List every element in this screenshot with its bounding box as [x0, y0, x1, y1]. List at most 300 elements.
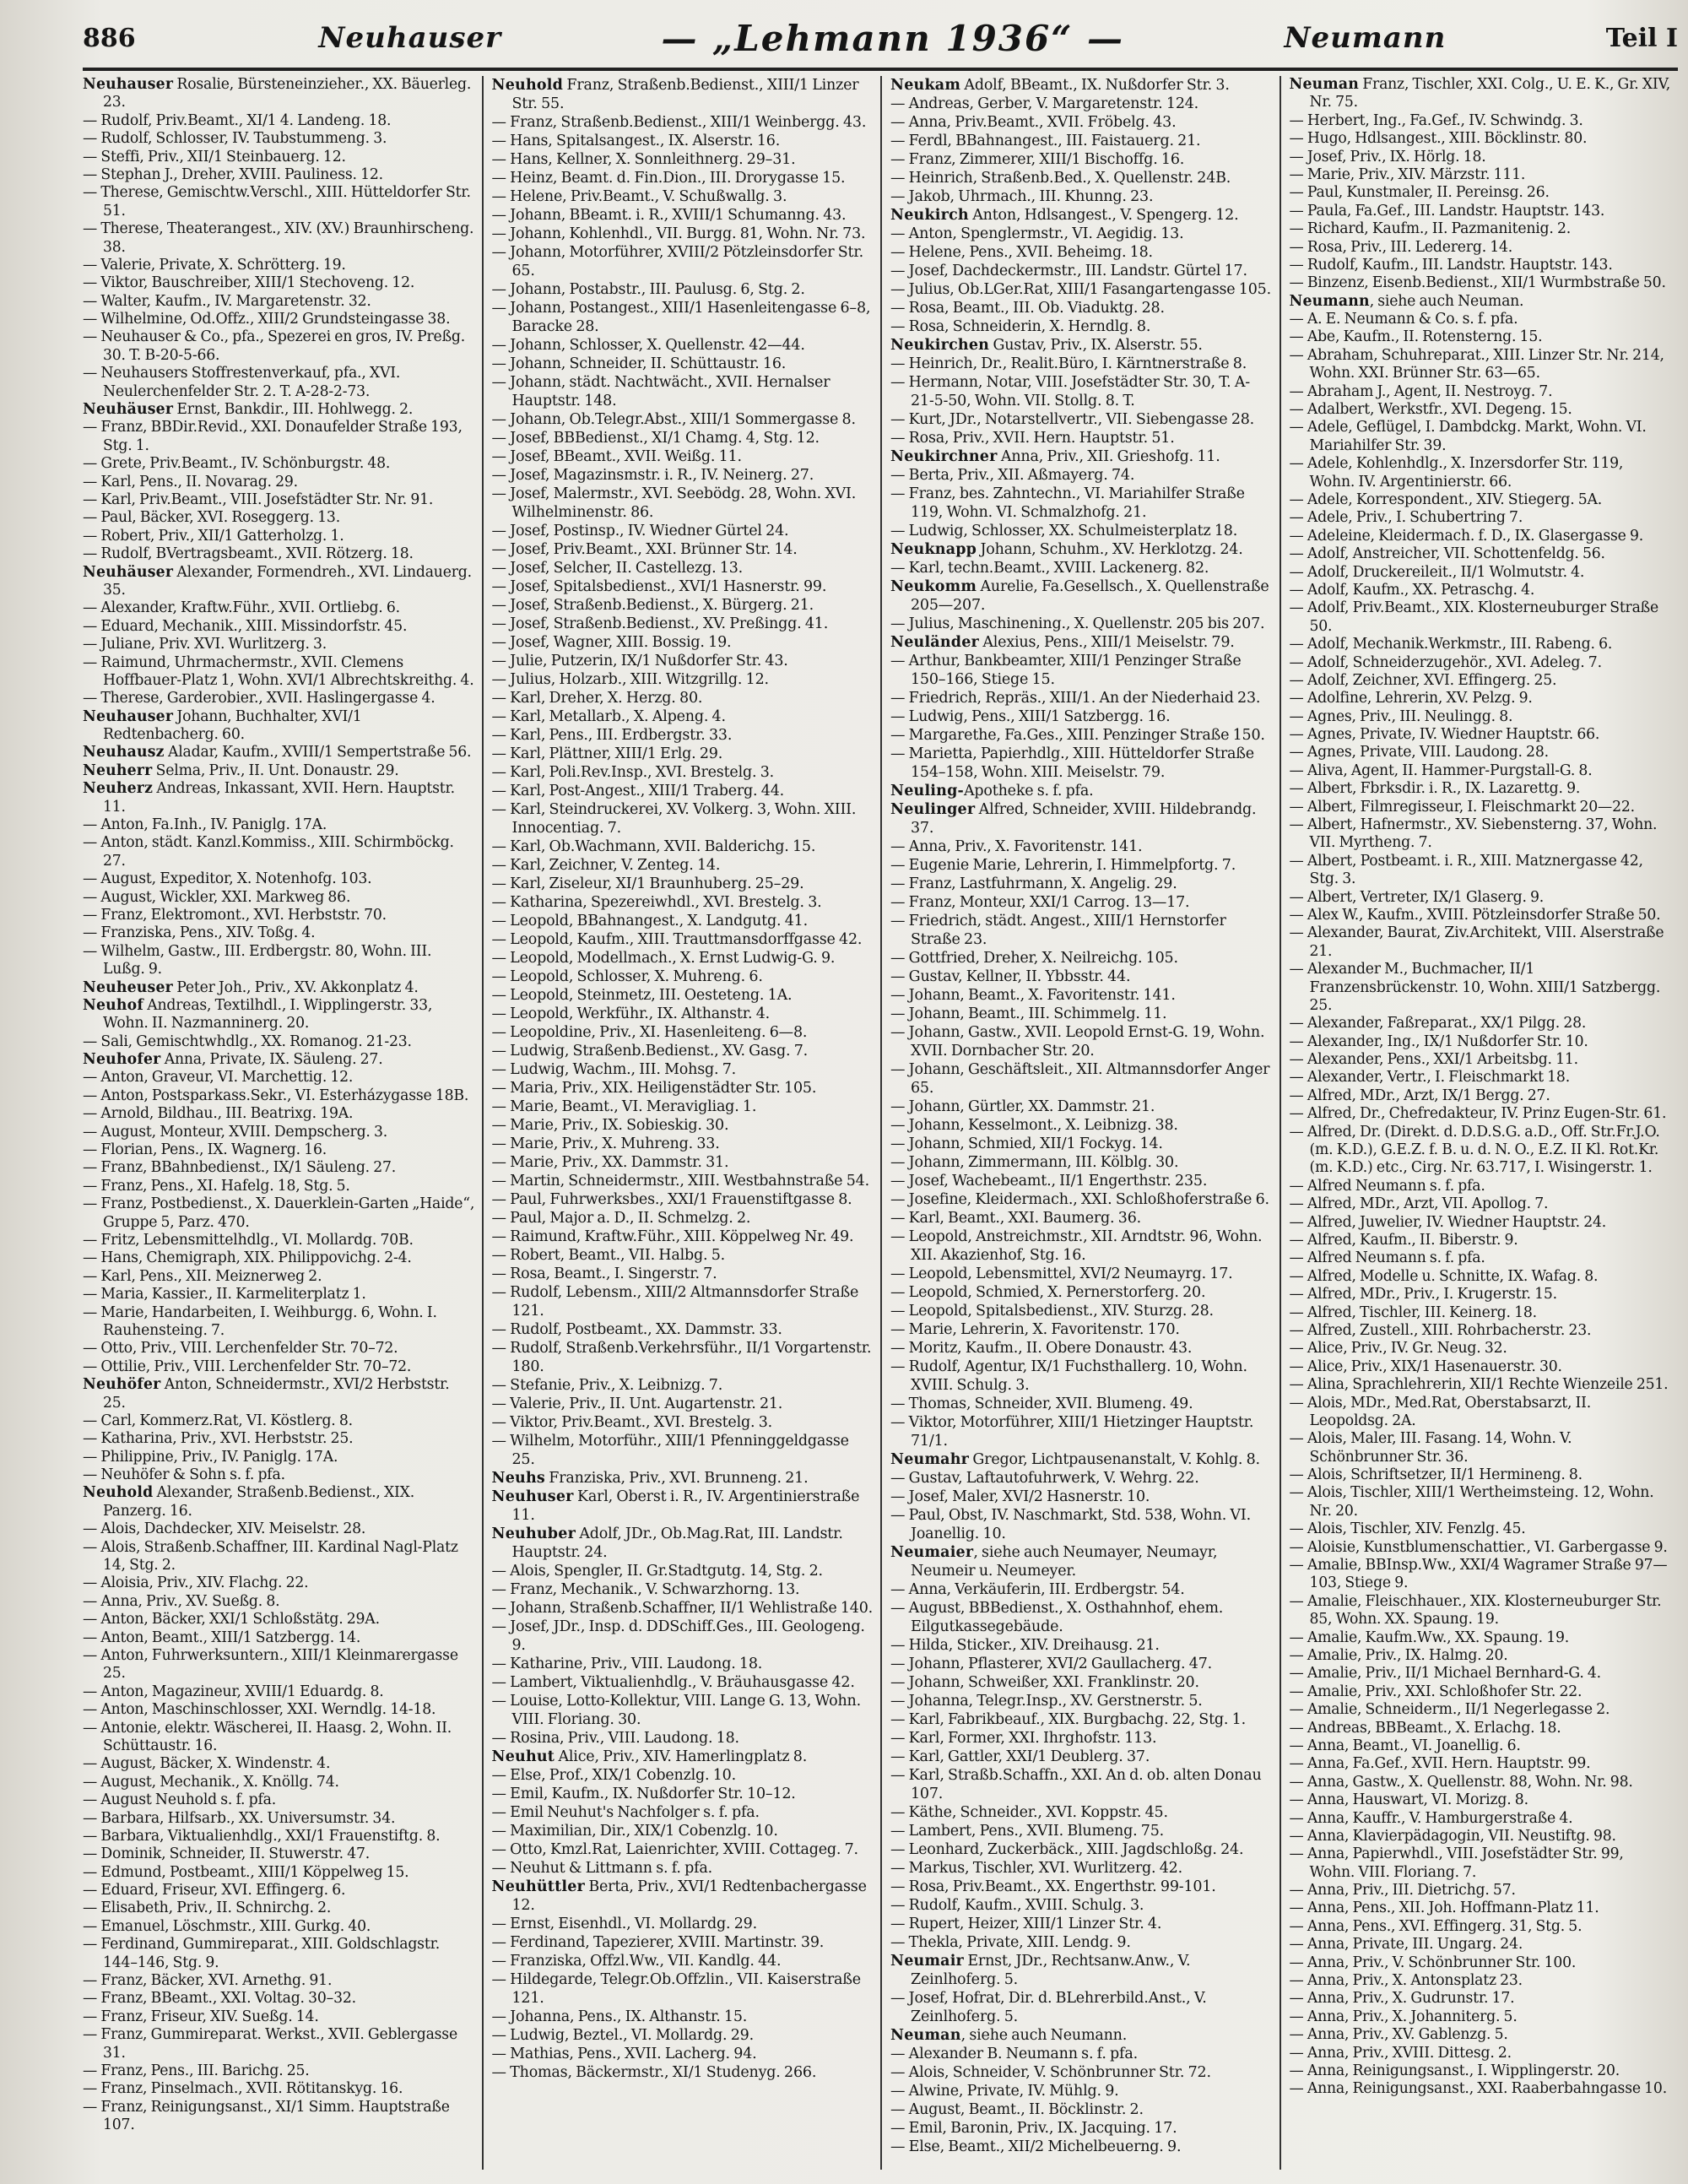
- right-running-keyword: Neumann: [1284, 21, 1447, 55]
- entry-text: — Franz, Friseur, XIV. Sueßg. 14.: [83, 2008, 319, 2025]
- directory-entry: [1290, 311, 1672, 328]
- directory-entry: [1290, 582, 1672, 599]
- directory-entry: [83, 528, 475, 545]
- directory-heading-entry: [1290, 76, 1672, 112]
- directory-entry: [492, 1265, 874, 1283]
- entry-text: — Fritz, Lebensmittelhdlg., VI. Mollardg. 70B.: [83, 1232, 414, 1249]
- entry-text: — Johann, Pflasterer, XVI/2 Gaullacherg. 47.: [890, 1656, 1212, 1672]
- directory-entry: [1290, 1918, 1672, 1936]
- entry-text: — Alfred, Dr. (Direkt. d. D.D.S.G. a.D., Off. Str.Fr.J.O. (m. K.D.), G.E.Z. f. B. u. d. N. O., E.Z. II Kl. Rot.Kr. (m. K.D.) etc., Cirg. Nr. 63.717, I. Wisingerstr. 1.: [1289, 1123, 1660, 1177]
- entry-text: — Julie, Putzerin, IX/1 Nußdorfer Str. 43.: [491, 653, 788, 669]
- directory-entry: [492, 1933, 874, 1952]
- entry-text: — Heinrich, Dr., Realit.Büro, I. Kärntnerstraße 8.: [890, 355, 1247, 372]
- directory-entry: [492, 1283, 874, 1320]
- entry-text: — Richard, Kaufm., II. Pazmanitenig. 2.: [1289, 220, 1572, 238]
- directory-entry: [1290, 1322, 1672, 1340]
- surname-headword: Neuheuser: [83, 978, 173, 996]
- entry-text: — Alfred, Zustell., XIII. Rohrbacherstr. 23.: [1289, 1321, 1592, 1339]
- directory-entry: [492, 1135, 874, 1153]
- entry-text: — Franz, Lastfuhrmann, X. Angelig. 29.: [890, 875, 1177, 892]
- entry-text: — Thomas, Schneider, XVII. Blumeng. 49.: [890, 1395, 1193, 1412]
- directory-heading-entry: [83, 401, 475, 419]
- directory-entry: [1290, 509, 1672, 527]
- directory-entry: [890, 169, 1273, 187]
- entry-text: — Rosa, Beamt., I. Singerstr. 7.: [491, 1265, 717, 1282]
- directory-heading-entry: [890, 76, 1273, 95]
- directory-entry: [83, 166, 475, 184]
- entry-text: — Anna, Klavierpädagogin, VII. Neustiftg. 98.: [1289, 1827, 1616, 1845]
- entry-text: — Moritz, Kaufm., II. Obere Donaustr. 43.: [890, 1340, 1193, 1357]
- entry-text: — Leopold, Werkführ., IX. Althanstr. 4.: [491, 1005, 770, 1022]
- entry-text: — Carl, Kommerz.Rat, VI. Köstlerg. 8.: [83, 1412, 353, 1429]
- directory-entry: [890, 1766, 1273, 1803]
- directory-entry: [890, 1469, 1273, 1488]
- directory-entry: [83, 1882, 475, 1899]
- directory-entry: [492, 689, 874, 707]
- directory-entry: [83, 509, 475, 527]
- directory-entry: [83, 1232, 475, 1249]
- entry-text: — Eduard, Mechanik., XIII. Missindorfstr. 45.: [83, 617, 408, 635]
- entry-text: — Steffi, Priv., XII/1 Steinbauerg. 12.: [83, 148, 346, 165]
- directory-entry: [492, 299, 874, 336]
- entry-text: — Rosina, Priv., VIII. Laudong. 18.: [491, 1730, 739, 1747]
- entry-text: — Alice, Priv., IV. Gr. Neug. 32.: [1289, 1340, 1507, 1358]
- entry-text: — Emil, Kaufm., IX. Nußdorfer Str. 10–12.: [491, 1786, 796, 1802]
- directory-entry: [492, 522, 874, 540]
- entry-text: — Albert, Vertreter, IX/1 Glaserg. 9.: [1289, 888, 1545, 906]
- entry-text: — Therese, Gemischtw.Verschl., XIII. Hütteldorfer Str. 51.: [83, 184, 471, 219]
- directory-entry: [1290, 1286, 1672, 1303]
- entry-text: — Thomas, Bäckermstr., XI/1 Studenyg. 266.: [491, 2064, 817, 2081]
- directory-entry: [1290, 1810, 1672, 1828]
- entry-text: — Anna, Priv., XVIII. Dittesg. 2.: [1289, 2044, 1512, 2062]
- entry-text: — Rosa, Schneiderin, X. Herndlg. 8.: [890, 318, 1151, 335]
- entry-text: — Agnes, Private, IV. Wiedner Hauptstr. 66.: [1289, 726, 1600, 744]
- entry-text: — Abe, Kaufm., II. Rotensterng. 15.: [1289, 328, 1543, 346]
- directory-entry: [83, 1520, 475, 1538]
- entry-text: Franz, Tischler, XXI. Colg., U. E. K., Gr. XIV, Nr. 75.: [1309, 76, 1671, 111]
- entry-text: — Leopold, Schlosser, X. Muhreng. 6.: [491, 968, 763, 985]
- entry-text: — Josef, Straßenb.Bedienst., X. Bürgerg. 21.: [491, 597, 814, 614]
- entry-text: — Adolf, Zeichner, XVI. Effingerg. 25.: [1289, 671, 1557, 689]
- entry-text: — Karl, Former, XXI. Ihrghofstr. 113.: [890, 1730, 1157, 1747]
- entry-text: — Viktor, Motorführer, XIII/1 Hietzinger Hauptstr. 71/1.: [890, 1414, 1254, 1450]
- directory-entry: [890, 1097, 1273, 1116]
- entry-text: — Viktor, Priv.Beamt., XVI. Brestelg. 3.: [491, 1414, 773, 1431]
- entry-text: — Otto, Priv., VIII. Lerchenfelder Str. 70–72.: [83, 1340, 398, 1358]
- entry-text: — Albert, Filmregisseur, I. Fleischmarkt 20—22.: [1289, 798, 1635, 816]
- directory-entry: [890, 912, 1273, 949]
- directory-entry: [890, 615, 1273, 633]
- entry-text: — Alois, Tischler, XIII/1 Wertheimsteing. 12, Wohn. Nr. 20.: [1289, 1484, 1654, 1520]
- directory-entry: [890, 1358, 1273, 1395]
- directory-entry: [83, 2080, 475, 2098]
- directory-entry: [492, 745, 874, 763]
- directory-entry: [1290, 672, 1672, 690]
- directory-entry: [83, 907, 475, 924]
- directory-entry: [890, 837, 1273, 856]
- directory-entry: [492, 949, 874, 967]
- entry-text: — Alfred Neumann s. f. pfa.: [1289, 1177, 1485, 1195]
- directory-entry: [890, 355, 1273, 373]
- entry-text: — August, Bäcker, X. Windenstr. 4.: [83, 1755, 331, 1773]
- directory-entry: [83, 1195, 475, 1232]
- entry-text: — Barbara, Viktualienhdlg., XXI/1 Frauenstiftg. 8.: [83, 1827, 441, 1845]
- directory-entry: [83, 1141, 475, 1159]
- surname-headword: Neuhäuser: [83, 563, 174, 581]
- directory-entry: [890, 986, 1273, 1005]
- directory-entry: [1290, 564, 1672, 582]
- directory-entry: [890, 1599, 1273, 1636]
- entry-text: — Josef, Priv., IX. Hörlg. 18.: [1289, 148, 1486, 165]
- directory-entry: [492, 429, 874, 447]
- entry-text: — Anna, Pens., XVI. Effingerg. 31, Stg. 5.: [1289, 1917, 1582, 1935]
- entry-text: — Johann, Kesselmont., X. Leibnizg. 38.: [890, 1117, 1178, 1134]
- directory-entry: [1290, 744, 1672, 761]
- entry-text: — Jakob, Uhrmach., III. Khunng. 23.: [890, 188, 1154, 205]
- entry-text: — Dominik, Schneider, II. Stuwerstr. 47.: [83, 1845, 371, 1863]
- entry-text: — Abraham, Schuhreparat., XIII. Linzer Str. Nr. 214, Wohn. XXI. Brünner Str. 63—65.: [1289, 346, 1664, 382]
- entry-text: — A. E. Neumann & Co. s. f. pfa.: [1289, 311, 1518, 328]
- surname-headword: Neuhuber: [491, 1526, 576, 1542]
- directory-entry: [1290, 1954, 1672, 1972]
- entry-text: — Johann, Beamt., III. Schimmelg. 11.: [890, 1005, 1167, 1022]
- directory-entry: [492, 206, 874, 225]
- directory-entry: [1290, 1683, 1672, 1701]
- directory-entry: [890, 1915, 1273, 1933]
- directory-heading-entry: [83, 708, 475, 745]
- directory-entry: [83, 943, 475, 979]
- left-running-keyword: Neuhauser: [318, 21, 502, 55]
- directory-entry: [1290, 1087, 1672, 1105]
- entry-text: — Amalie, Priv., XXI. Schloßhofer Str. 22.: [1289, 1683, 1582, 1700]
- entry-text: — Karl, Metallarb., X. Alpeng. 4.: [491, 708, 726, 725]
- directory-entry: [492, 707, 874, 726]
- directory-entry: [890, 745, 1273, 782]
- column-4: [1280, 76, 1679, 2170]
- directory-entry: [83, 618, 475, 636]
- entry-text: Aladar, Kaufm., XVIII/1 Sempertstraße 56.: [164, 744, 472, 761]
- entry-text: — Marie, Priv., X. Muhreng. 33.: [491, 1135, 720, 1152]
- entry-text: — Adolf, Priv.Beamt., XIX. Klosterneuburger Straße 50.: [1289, 599, 1659, 635]
- entry-text: — August, Beamt., II. Böcklinstr. 2.: [890, 2101, 1144, 2118]
- directory-entry: [83, 2062, 475, 2080]
- directory-heading-entry: [83, 76, 475, 112]
- directory-entry: [492, 1803, 874, 1822]
- surname-headword: Neuhauser: [83, 76, 174, 93]
- entry-text: — Alfred, MDr., Arzt, IX/1 Bergg. 27.: [1289, 1087, 1550, 1104]
- directory-entry: [890, 243, 1273, 262]
- directory-entry: [83, 1611, 475, 1629]
- directory-entry: [83, 870, 475, 888]
- entry-text: — Johann, Postabstr., III. Paulusg. 6, Stg. 2.: [491, 281, 805, 298]
- entry-text: — Karl, Plättner, XIII/1 Erlg. 29.: [491, 745, 723, 762]
- entry-text: — Johann, Schneider, II. Schüttaustr. 16.: [491, 355, 787, 372]
- entry-text: — Anna, Verkäuferin, III. Erdbergstr. 54.: [890, 1581, 1185, 1598]
- entry-text: — Franz, Gummireparat. Werkst., XVII. Geblergasse 31.: [83, 2026, 457, 2062]
- directory-entry: [83, 1449, 475, 1466]
- entry-text: — Anna, Priv., X. Gudrunstr. 17.: [1289, 1990, 1515, 2008]
- entry-text: — Karl, Pens., III. Erdbergstr. 33.: [491, 727, 733, 744]
- directory-entry: [890, 689, 1273, 707]
- entry-text: — Ludwig, Schlosser, XX. Schulmeisterplatz 18.: [890, 523, 1238, 539]
- entry-text: — Sali, Gemischtwhdlg., XX. Romanog. 21-23.: [83, 1032, 412, 1050]
- directory-entry: [1290, 149, 1672, 166]
- entry-text: — Hilda, Sticker., XIV. Dreihausg. 21.: [890, 1637, 1160, 1654]
- directory-entry: [1290, 1195, 1672, 1213]
- directory-entry: [83, 1069, 475, 1087]
- directory-entry: [1290, 1720, 1672, 1737]
- entry-text: — Anna, Private, III. Ungarg. 24.: [1289, 1936, 1523, 1954]
- directory-entry: [1290, 2080, 1672, 2098]
- directory-entry: [1290, 1899, 1672, 1917]
- entry-text: — Josef, Dachdeckermstr., III. Landstr. Gürtel 17.: [890, 263, 1247, 279]
- directory-entry: [1290, 1015, 1672, 1032]
- directory-entry: [83, 1791, 475, 1809]
- entry-text: Rosalie, Bürsteneinzieher., XX. Bäuerleg. 23.: [103, 76, 472, 111]
- entry-text: — Friedrich, städt. Angest., XIII/1 Hernstorfer Straße 23.: [890, 913, 1226, 948]
- directory-entry: [492, 1023, 874, 1042]
- directory-entry: [890, 652, 1273, 689]
- directory-entry: [83, 816, 475, 834]
- entry-text: — Franz, bes. Zahntechn., VI. Mariahilfer Straße 119, Wohn. VI. Schmalzhofg. 21.: [890, 485, 1245, 521]
- entry-text: — Rudolf, BVertragsbeamt., XVII. Rötzerg. 18.: [83, 545, 414, 563]
- entry-text: — August, Mechanik., X. Knöllg. 74.: [83, 1773, 339, 1791]
- entry-text: — Anton, städt. Kanzl.Kommiss., XIII. Schirmböckg. 27.: [83, 834, 454, 870]
- directory-entry: [83, 1159, 475, 1177]
- directory-entry: [492, 1172, 874, 1190]
- directory-entry: [1290, 799, 1672, 816]
- entry-text: , siehe auch Neuman.: [1369, 292, 1524, 310]
- entry-text: — Hans, Spitalsangest., IX. Alserstr. 16.: [491, 133, 781, 149]
- page-number: 886: [83, 23, 136, 53]
- entry-text: — Maximilian, Dir., XIX/1 Cobenzlg. 10.: [491, 1823, 778, 1840]
- directory-entry: [492, 132, 874, 150]
- entry-text: — Albert, Postbeamt. i. R., XIII. Matznergasse 42, Stg. 3.: [1289, 852, 1643, 888]
- directory-heading-entry: [1290, 293, 1672, 311]
- directory-entry: [1290, 907, 1672, 924]
- entry-text: — Franziska, Pens., XIV. Toßg. 4.: [83, 924, 316, 942]
- entry-text: — Karl, Poli.Rev.Insp., XVI. Brestelg. 3.: [491, 764, 774, 781]
- entry-text: Gustav, Priv., IX. Alserstr. 55.: [989, 337, 1203, 354]
- entry-text: — Franz, Bäcker, XVI. Arnethg. 91.: [83, 1972, 333, 1990]
- directory-entry: [492, 1729, 874, 1748]
- directory-entry: [890, 726, 1273, 745]
- entry-text: — Andreas, Gerber, V. Margaretenstr. 124.: [890, 95, 1199, 112]
- entry-text: — Ernst, Eisenhdl., VI. Mollardg. 29.: [491, 1916, 757, 1932]
- directory-entry: [83, 1340, 475, 1358]
- entry-text: — Louise, Lotto-Kollektur, VIII. Lange G. 13, Wohn. VIII. Floriang. 30.: [491, 1693, 861, 1728]
- entry-text: — Albert, Fbrksdir. i. R., IX. Lazarettg. 9.: [1289, 780, 1581, 798]
- directory-entry: [1290, 1774, 1672, 1791]
- directory-entry: [1290, 599, 1672, 636]
- entry-text: — August, BBBedienst., X. Osthahnhof, ehem. Eilgutkassegebäude.: [890, 1600, 1224, 1635]
- directory-entry: [890, 225, 1273, 243]
- directory-entry: [1290, 1304, 1672, 1322]
- directory-entry: [890, 1710, 1273, 1729]
- entry-text: — Edmund, Postbeamt., XIII/1 Köppelweg 15.: [83, 1863, 409, 1881]
- entry-text: — Margarethe, Fa.Ges., XIII. Penzinger Straße 150.: [890, 727, 1265, 744]
- entry-text: , siehe auch Neumann.: [960, 2027, 1128, 2044]
- entry-text: — Ludwig, Beztel., VI. Mollardg. 29.: [491, 2027, 754, 2044]
- directory-entry: [1290, 1376, 1672, 1394]
- directory-heading-entry: [83, 1376, 475, 1412]
- directory-entry: [83, 474, 475, 491]
- surname-headword: Neuhuser: [491, 1488, 574, 1505]
- entry-text: Adolf, JDr., Ob.Mag.Rat, III. Landstr. Hauptstr. 24.: [511, 1526, 843, 1561]
- entry-text: — Leopold, Spitalsbedienst., XIV. Sturzg. 28.: [890, 1303, 1214, 1320]
- directory-entry: [83, 1810, 475, 1828]
- entry-text: — Karl, Beamt., XXI. Baumerg. 36.: [890, 1210, 1142, 1227]
- part-label: Teil I: [1605, 23, 1678, 53]
- surname-headword: Neukirchner: [890, 448, 998, 465]
- entry-text: — Josefine, Kleidermach., XXI. Schloßhoferstraße 6.: [890, 1191, 1269, 1208]
- header-rule: [83, 68, 1678, 71]
- surname-headword: Neuhöfer: [83, 1376, 161, 1394]
- directory-entry: [1290, 1737, 1672, 1755]
- entry-text: — Viktor, Bauschreiber, XIII/1 Stechoveng. 12.: [83, 274, 415, 292]
- entry-text: — Rosa, Priv.Beamt., XX. Engerthstr. 99-101.: [890, 1878, 1216, 1895]
- entry-text: — Eugenie Marie, Lehrerin, I. Himmelpfortg. 7.: [890, 857, 1236, 874]
- entry-text: — Marie, Beamt., VI. Meravigliag. 1.: [491, 1098, 757, 1115]
- directory-entry: [1290, 1972, 1672, 1990]
- directory-entry: [83, 1286, 475, 1303]
- entry-text: — Johann, Zimmermann, III. Kölblg. 30.: [890, 1154, 1179, 1171]
- entry-text: — Franz, Zimmerer, XIII/1 Bischoffg. 16.: [890, 151, 1185, 168]
- directory-entry: [890, 262, 1273, 280]
- entry-text: — Franz, BBeamt., XXI. Voltag. 30–32.: [83, 1990, 356, 2008]
- entry-text: — Karl, Priv.Beamt., VIII. Josefstädter Str. Nr. 91.: [83, 490, 434, 508]
- entry-text: — Ferdinand, Gummireparat., XIII. Goldschlagstr. 144–146, Stg. 9.: [83, 1936, 440, 1971]
- directory-entry: [1290, 1882, 1672, 1899]
- directory-entry: [890, 410, 1273, 429]
- entry-text: — Leopold, Steinmetz, III. Oesteteng. 1A.: [491, 987, 793, 1004]
- directory-entry: [492, 559, 874, 577]
- surname-headword: Neulinger: [890, 801, 976, 818]
- entry-text: — Barbara, Hilfsarb., XX. Universumstr. 34.: [83, 1809, 396, 1827]
- entry-text: — August, Expeditor, X. Notenhofg. 103.: [83, 870, 372, 888]
- directory-entry: [890, 1729, 1273, 1748]
- entry-text: — Adolf, Kaufm., XX. Petraschg. 4.: [1289, 581, 1535, 599]
- entry-text: — Josef, Priv.Beamt., XXI. Brünner Str. 14.: [491, 541, 798, 558]
- entry-text: — Anton, Bäcker, XXI/1 Schloßstätg. 29A.: [83, 1611, 380, 1629]
- directory-entry: [1290, 1430, 1672, 1466]
- directory-entry: [890, 1896, 1273, 1915]
- entry-text: — Grete, Priv.Beamt., IV. Schönburgstr. 48.: [83, 455, 391, 473]
- entry-text: — Adele, Korrespondent., XIV. Stiegerg. 5A.: [1289, 490, 1603, 508]
- entry-text: — Johanna, Telegr.Insp., XV. Gerstnerstr. 5.: [890, 1693, 1203, 1710]
- entry-text: — Rudolf, Priv.Beamt., XI/1 4. Landeng. 18.: [83, 111, 392, 129]
- entry-text: Adolf, BBeamt., IX. Nußdorfer Str. 3.: [960, 77, 1230, 94]
- entry-text: — Marietta, Papierhdlg., XIII. Hütteldorfer Straße 154–158, Wohn. XIII. Meiselstr. 79.: [890, 745, 1254, 781]
- directory-heading-entry: [83, 564, 475, 600]
- entry-text: — Hans, Kellner, X. Sonnleithnerg. 29–31.: [491, 151, 796, 168]
- entry-text: Ernst, Bankdir., III. Hohlwegg. 2.: [173, 401, 414, 419]
- directory-entry: [1290, 2045, 1672, 2062]
- directory-entry: [492, 1246, 874, 1265]
- directory-heading-entry: [492, 76, 874, 113]
- entry-text: — Friedrich, Repräs., XIII/1. An der Niederhaid 23.: [890, 690, 1261, 707]
- entry-text: — Rudolf, Schlosser, IV. Taubstummeng. 3.: [83, 130, 387, 148]
- directory-entry: [83, 1828, 475, 1845]
- entry-text: — Anna, Hauswart, VI. Morizg. 8.: [1289, 1791, 1528, 1809]
- entry-text: — Amalie, Schneiderm., II/1 Negerlegasse 2.: [1289, 1701, 1610, 1719]
- directory-entry: [492, 1562, 874, 1580]
- entry-text: — Josef, Maler, XVI/2 Hasnerstr. 10.: [890, 1488, 1150, 1505]
- entry-text: — Markus, Tischler, XVI. Wurlitzerg. 42.: [890, 1860, 1182, 1877]
- directory-entry: [890, 1209, 1273, 1227]
- entry-text: — Franz, Straßenb.Bedienst., XIII/1 Weinbergg. 43.: [491, 114, 867, 131]
- entry-text: — Josef, Selcher, II. Castellezg. 13.: [491, 560, 744, 577]
- entry-text: — Karl, Pens., II. Novarag. 29.: [83, 473, 298, 490]
- directory-entry: [890, 1989, 1273, 2026]
- entry-text: — Alexander B. Neumann s. f. pfa.: [890, 2046, 1138, 2062]
- entry-text: — Josef, Spitalsbedienst., XVI/1 Hasnerstr. 99.: [491, 578, 827, 595]
- entry-text: — Arnold, Bildhau., III. Beatrixg. 19A.: [83, 1105, 354, 1123]
- entry-text: — Anna, Priv.Beamt., XVII. Fröbelg. 43.: [890, 114, 1177, 131]
- directory-entry: [890, 2063, 1273, 2082]
- entry-text: Selma, Priv., II. Unt. Donaustr. 29.: [152, 761, 399, 779]
- directory-entry: [83, 889, 475, 907]
- directory-entry: [890, 1320, 1273, 1339]
- directory-entry: [890, 2082, 1273, 2100]
- directory-entry: [890, 1803, 1273, 1822]
- directory-entry: [83, 130, 475, 148]
- entry-text: Andreas, Inkassant, XVII. Hern. Hauptstr. 11.: [103, 780, 455, 816]
- directory-entry: [83, 491, 475, 509]
- directory-entry: [1290, 274, 1672, 292]
- entry-text: Karl, Oberst i. R., IV. Argentinierstraße 11.: [511, 1488, 860, 1524]
- directory-entry: [492, 782, 874, 800]
- directory-heading-entry: [83, 997, 475, 1033]
- directory-entry: [83, 1629, 475, 1647]
- directory-entry: [492, 2026, 874, 2045]
- directory-entry: [890, 1116, 1273, 1135]
- entry-text: Andreas, Textilhdl., I. Wipplingerstr. 33, Wohn. II. Nazmanninerg. 20.: [103, 996, 433, 1032]
- entry-text: Ernst, JDr., Rechtsanw.Anw., V. Zeinlhoferg. 5.: [911, 1953, 1191, 1988]
- directory-entry: [1290, 383, 1672, 401]
- surname-headword: Neumaier: [890, 1544, 974, 1561]
- entry-text: — Leopold, BBahnangest., X. Landgutg. 41.: [491, 913, 808, 929]
- directory-entry: [890, 1172, 1273, 1190]
- page-header: [83, 10, 1678, 66]
- entry-text: — Johann, Postangest., XIII/1 Hasenleitengasse 6–8, Baracke 28.: [491, 300, 871, 335]
- directory-entry: [83, 2008, 475, 2026]
- directory-entry: [1290, 1268, 1672, 1286]
- entry-text: — Alexander, Pens., XXI/1 Arbeitsbg. 11.: [1289, 1051, 1578, 1069]
- entry-text: — Alois, Maler, III. Fasang. 14, Wohn. V. Schönbrunner Str. 36.: [1289, 1430, 1572, 1466]
- directory-entry: [83, 690, 475, 707]
- entry-text: — Paul, Major a. D., II. Schmelzg. 2.: [491, 1210, 751, 1227]
- directory-entry: [1290, 1990, 1672, 2008]
- directory-entry: [1290, 184, 1672, 202]
- entry-text: Anna, Private, IX. Säuleng. 27.: [160, 1051, 383, 1069]
- entry-text: — Leopold, Schmied, X. Pernerstorferg. 20.: [890, 1284, 1206, 1301]
- directory-entry: [492, 1320, 874, 1339]
- entry-text: — Josef, Wagner, XIII. Bossig. 19.: [491, 634, 732, 651]
- directory-entry: [492, 1190, 874, 1209]
- entry-text: Alfred, Schneider, XVIII. Hildebrandg. 37.: [911, 801, 1257, 837]
- entry-text: — Ferdl, BBahnangest., III. Faistauerg. 21.: [890, 133, 1201, 149]
- entry-text: — Franz, Monteur, XXI/1 Carrog. 13—17.: [890, 894, 1190, 911]
- directory-heading-entry: [83, 744, 475, 761]
- entry-text: — Wilhelm, Gastw., III. Erdbergstr. 80, Wohn. III. Lußg. 9.: [83, 942, 432, 978]
- entry-text: — Anna, Pens., XII. Joh. Hoffmann-Platz 11.: [1289, 1899, 1599, 1917]
- directory-entry: [83, 257, 475, 274]
- directory-entry: [83, 1864, 475, 1882]
- entry-text: — Else, Beamt., XII/2 Michelbeuerng. 9.: [890, 2138, 1182, 2155]
- entry-text: — Juliane, Priv. XVI. Wurlitzerg. 3.: [83, 636, 327, 653]
